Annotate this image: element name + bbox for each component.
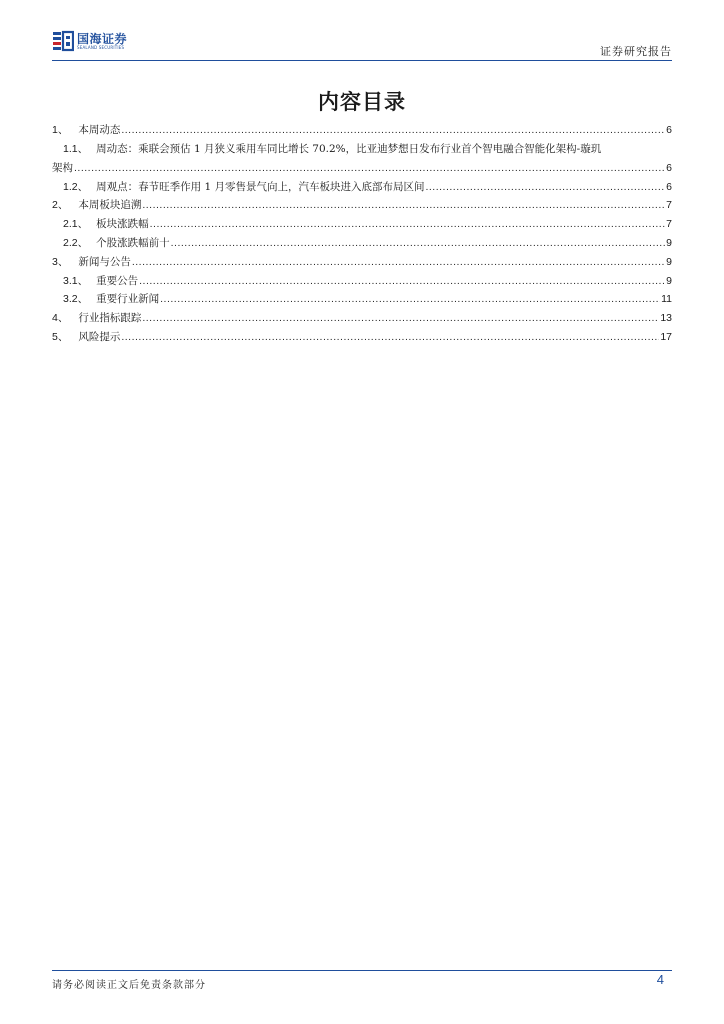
toc-entry-label: 新闻与公告 (78, 255, 131, 268)
toc-entry-label: 行业指标跟踪 (78, 312, 142, 325)
toc-leader-dots (142, 309, 659, 328)
toc-entry-number: 1.2、 (63, 180, 89, 193)
toc-entry-label: 本周板块追溯 (78, 199, 142, 212)
toc-entry-label: 重要公告 (96, 274, 139, 287)
toc-entry-page: 9 (666, 255, 672, 268)
toc-entry[interactable] (52, 196, 672, 215)
logo-english-name: SEALAND SECURITIES (77, 44, 125, 50)
toc-entry-label: 风险提示 (78, 330, 121, 343)
toc-entry[interactable] (52, 215, 672, 234)
toc-leader-dots (121, 121, 665, 140)
header-divider (52, 60, 672, 61)
toc-leader-dots (171, 234, 666, 253)
page-header (52, 28, 672, 60)
toc-entry-number: 1.1、 (63, 142, 89, 155)
toc-leader-dots (139, 272, 665, 291)
toc-entry-number: 4、 (52, 312, 69, 325)
toc-entry-number: 1、 (52, 124, 69, 136)
toc-entry-number: 3、 (52, 255, 69, 268)
toc-entry-page: 7 (666, 199, 672, 212)
toc-entry-page: 9 (666, 236, 672, 249)
toc-entry[interactable] (52, 290, 672, 309)
toc-leader-dots (132, 253, 665, 272)
toc-entry-page: 17 (660, 330, 672, 343)
toc-entry-label: 个股涨跌幅前十 (96, 236, 170, 249)
toc-entry-page: 6 (666, 161, 672, 174)
company-logo (52, 30, 127, 52)
toc-entry-page: 11 (661, 293, 672, 306)
toc-entry-label: 周观点：春节旺季作用 1 月零售景气向上，汽车板块进入底部布局区间 (96, 180, 425, 193)
toc-entry-label: 本周动态 (78, 124, 121, 136)
toc-entry-number: 2.1、 (63, 218, 89, 231)
toc-entry-page: 13 (660, 312, 672, 325)
toc-entry-page: 6 (666, 124, 672, 136)
toc-leader-dots (142, 196, 665, 215)
toc-entry-number: 3.2、 (63, 293, 89, 306)
toc-leader-dots (160, 290, 660, 309)
toc-entry[interactable] (52, 178, 672, 197)
footer-divider (52, 970, 672, 971)
toc-leader-dots (74, 159, 665, 178)
toc-entry[interactable] (52, 140, 672, 159)
toc-entry[interactable] (52, 234, 672, 253)
toc-entry-continuation[interactable] (52, 159, 672, 178)
toc-entry-number: 2、 (52, 199, 69, 212)
toc-leader-dots (150, 215, 666, 234)
toc-entry[interactable] (52, 253, 672, 272)
toc-entry-label: 周动态：乘联会预估 1 月狭义乘用车同比增长 70.2%，比亚迪梦想日发布行业首个智电融合智能化架构-璇玑 (96, 142, 602, 155)
toc-entry-number: 3.1、 (63, 274, 89, 287)
toc-entry-label: 重要行业新闻 (96, 293, 160, 306)
toc-entry[interactable] (52, 328, 672, 347)
toc-entry-label: 板块涨跌幅 (96, 218, 149, 231)
toc-leader-dots (121, 328, 659, 347)
toc-entry-number: 5、 (52, 330, 69, 343)
toc-entry-label-continued: 架构 (52, 161, 73, 174)
sealand-logo-icon (52, 30, 74, 52)
toc-entry-page: 6 (666, 180, 672, 193)
toc-title: 内容目录 (318, 90, 406, 114)
table-of-contents (52, 121, 672, 347)
toc-entry[interactable] (52, 309, 672, 328)
logo-chinese-name: 国海证券 (77, 31, 128, 46)
toc-entry-page: 9 (666, 274, 672, 287)
toc-leader-dots (425, 178, 665, 197)
report-type-label: 证券研究报告 (600, 45, 672, 58)
page-number: 4 (656, 972, 664, 987)
toc-entry[interactable] (52, 121, 672, 140)
toc-entry-page: 7 (666, 218, 672, 231)
toc-entry[interactable] (52, 272, 672, 291)
toc-entry-number: 2.2、 (63, 236, 89, 249)
disclaimer-note: 请务必阅读正文后免责条款部分 (52, 980, 206, 991)
